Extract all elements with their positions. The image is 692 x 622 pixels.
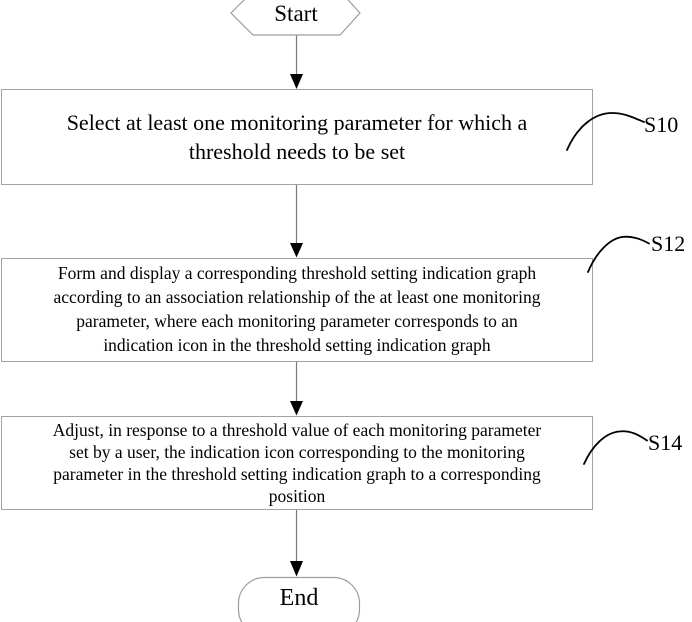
step-text-s12: Form and display a corresponding threshold setting indication graph according to an association relationship of the at least one monitoring parameter, where each monitoring parameter corresponds to an indication icon in the threshold setting indication graph bbox=[53, 263, 541, 355]
step-box-s12 bbox=[1, 258, 593, 362]
arrowhead-into-s12 bbox=[290, 243, 303, 258]
arrowhead-into-end bbox=[290, 561, 303, 577]
arrowhead-into-s10 bbox=[290, 74, 303, 89]
end-terminator-label: End bbox=[279, 585, 319, 611]
step-reference-s10: S10 bbox=[644, 112, 679, 137]
step-box-s14 bbox=[1, 416, 593, 510]
start-terminator-label: Start bbox=[274, 1, 318, 26]
step-box-s10 bbox=[1, 89, 593, 185]
step-reference-s12: S12 bbox=[651, 231, 686, 256]
arrowhead-into-s14 bbox=[290, 401, 303, 416]
leader-line-s12 bbox=[588, 237, 649, 272]
step-text-s14: Adjust, in response to a threshold value of each monitoring parameter set by a user, the indication icon corresponding to the monitoring parameter in the threshold setting indication graph to a corresponding position bbox=[52, 419, 542, 507]
step-reference-s14: S14 bbox=[648, 430, 683, 455]
leader-line-s14 bbox=[584, 431, 647, 464]
step-text-s10: Select at least one monitoring parameter for which a threshold needs to be set bbox=[66, 109, 528, 164]
